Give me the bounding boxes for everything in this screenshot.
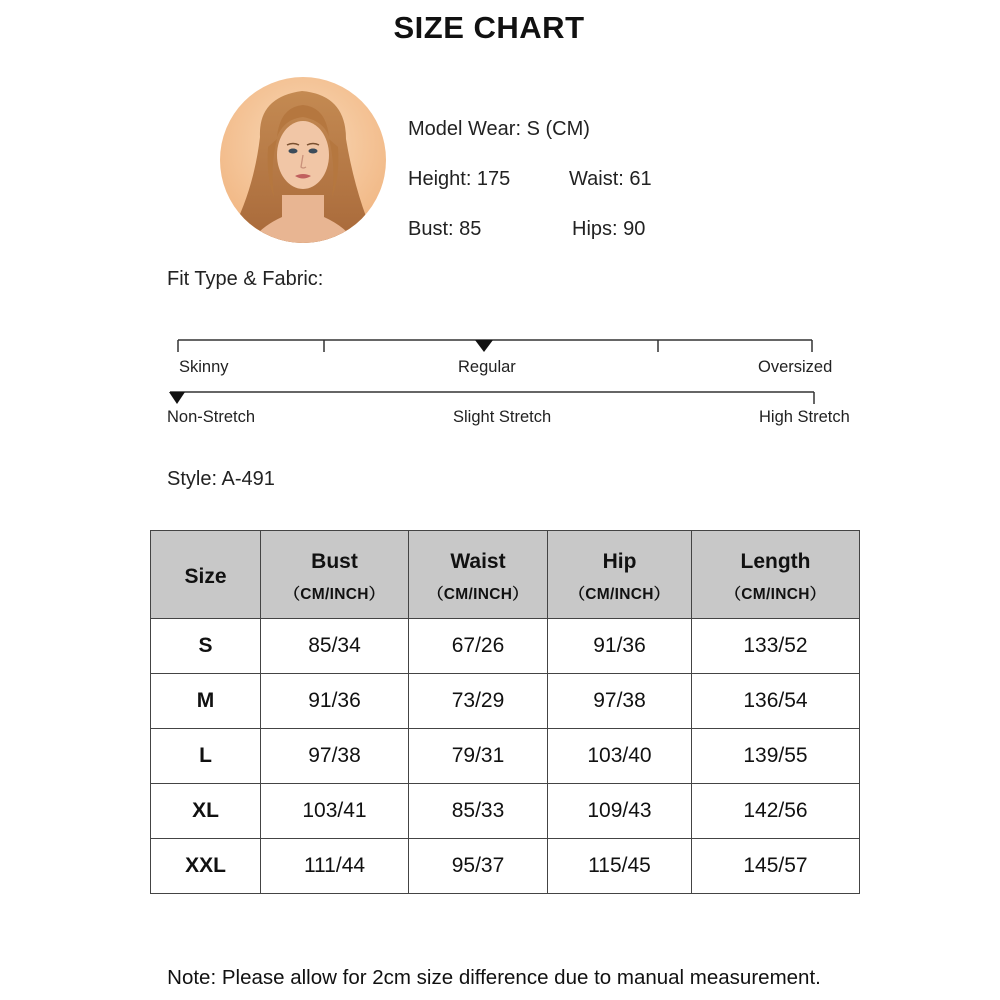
header-waist: Waist （CM/INCH） — [409, 531, 548, 619]
hip-cell: 103/40 — [548, 729, 692, 784]
length-cell: 136/54 — [692, 674, 860, 729]
table-row — [151, 784, 860, 839]
bust-cell: 111/44 — [261, 839, 409, 894]
hip-cell: 115/45 — [548, 839, 692, 894]
header-bust: Bust （CM/INCH） — [261, 531, 409, 619]
waist-cell: 95/37 — [409, 839, 548, 894]
size-cell: XL — [151, 784, 261, 839]
header-hip: Hip （CM/INCH） — [548, 531, 692, 619]
model-portrait-image — [220, 77, 386, 243]
fit-label-skinny: Skinny — [179, 358, 229, 376]
waist-cell: 85/33 — [409, 784, 548, 839]
model-photo — [220, 77, 386, 243]
stretch-scale-line — [170, 392, 814, 404]
table-row — [151, 619, 860, 674]
table-row — [151, 729, 860, 784]
length-cell: 142/56 — [692, 784, 860, 839]
model-bust: Bust: 85 — [408, 218, 482, 240]
bust-cell: 103/41 — [261, 784, 409, 839]
length-cell: 139/55 — [692, 729, 860, 784]
fit-label-regular: Regular — [458, 358, 516, 376]
header-size: Size — [151, 531, 261, 619]
style-code: Style: A-491 — [167, 468, 275, 490]
length-cell: 133/52 — [692, 619, 860, 674]
hip-cell: 97/38 — [548, 674, 692, 729]
table-row — [151, 674, 860, 729]
waist-cell: 67/26 — [409, 619, 548, 674]
size-cell: L — [151, 729, 261, 784]
fit-scale-line — [178, 340, 812, 352]
measurement-note: Note: Please allow for 2cm size difference due to manual measurement. — [167, 966, 821, 989]
waist-cell: 79/31 — [409, 729, 548, 784]
stretch-label-high: High Stretch — [759, 408, 850, 426]
bust-cell: 85/34 — [261, 619, 409, 674]
fit-label-oversized: Oversized — [758, 358, 833, 376]
stretch-label-non: Non-Stretch — [167, 408, 256, 426]
table-row — [151, 839, 860, 894]
size-cell: M — [151, 674, 261, 729]
bust-cell: 91/36 — [261, 674, 409, 729]
stretch-selected-marker-icon — [169, 392, 185, 404]
fit-selected-marker-icon — [475, 340, 493, 352]
model-wear-text: Model Wear: S (CM) — [408, 118, 590, 140]
model-waist: Waist: 61 — [569, 168, 652, 190]
model-height: Height: 175 — [408, 168, 511, 190]
stretch-label-slight: Slight Stretch — [453, 408, 552, 426]
size-cell: S — [151, 619, 261, 674]
waist-cell: 73/29 — [409, 674, 548, 729]
model-hips: Hips: 90 — [572, 218, 646, 240]
table-header-row — [151, 531, 860, 619]
page-title: SIZE CHART — [393, 10, 585, 45]
size-table — [150, 530, 860, 894]
hip-cell: 109/43 — [548, 784, 692, 839]
length-cell: 145/57 — [692, 839, 860, 894]
fit-type-label: Fit Type & Fabric: — [167, 268, 324, 290]
header-length: Length （CM/INCH） — [692, 531, 860, 619]
bust-cell: 97/38 — [261, 729, 409, 784]
size-cell: XXL — [151, 839, 261, 894]
hip-cell: 91/36 — [548, 619, 692, 674]
